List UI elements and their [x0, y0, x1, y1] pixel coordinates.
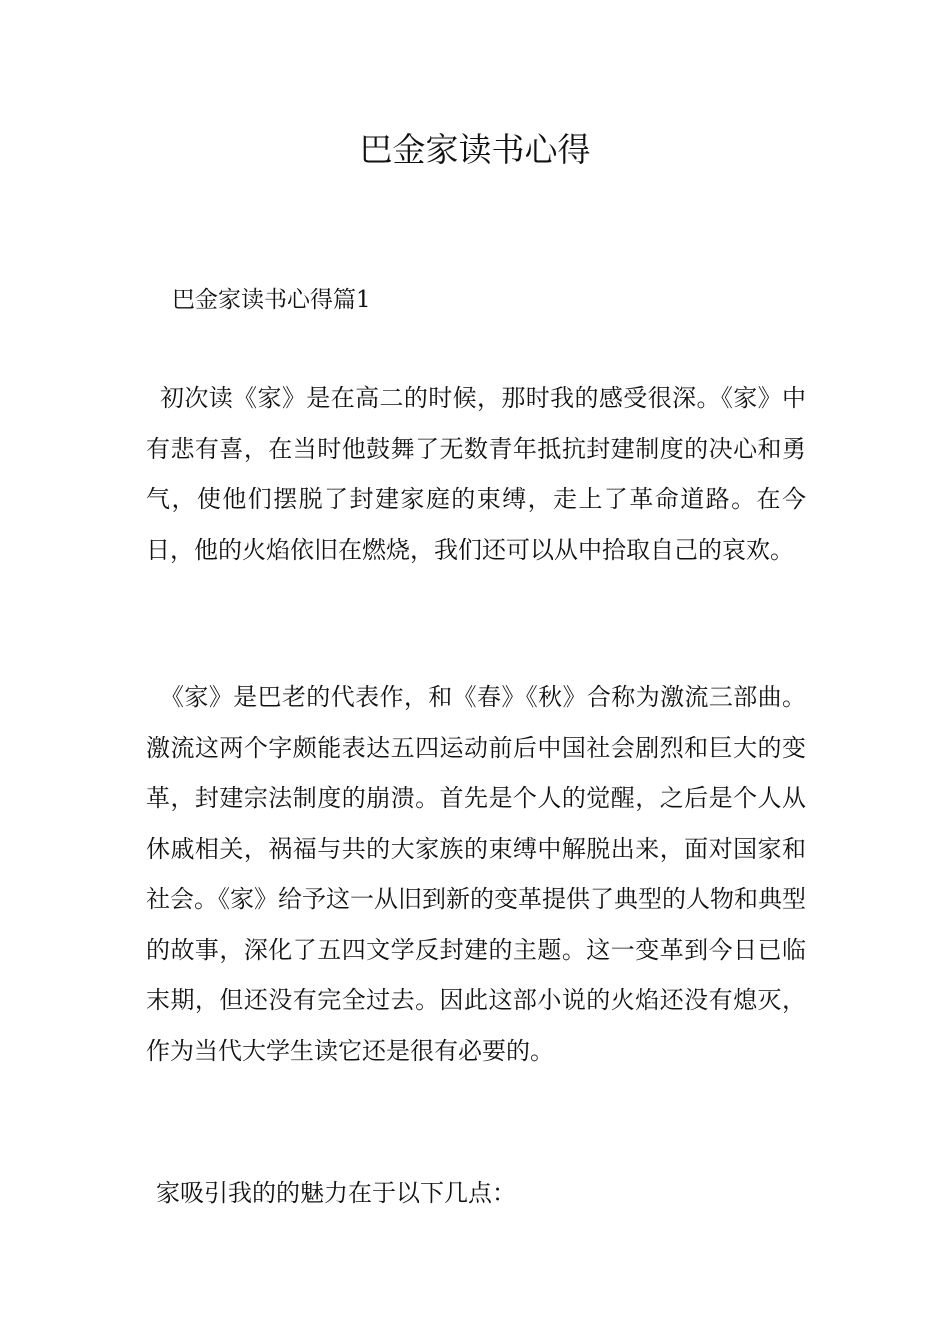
document-title: 巴金家读书心得 — [359, 130, 591, 169]
section-heading: 巴金家读书心得篇1 — [172, 287, 371, 313]
paragraph-1: 初次读《家》是在高二的时候，那时我的感受很深。《家》中有悲有喜，在当时他鼓舞了无数青年抵抗封建制度的决心和勇气，使他们摆脱了封建家庭的束缚，走上了革命道路。在今日，他的火焰依旧在燃烧，我们还可以从中拾取自己的哀欢。 — [146, 384, 806, 564]
paragraph-3: 家吸引我的的魅力在于以下几点： — [156, 1179, 516, 1207]
paragraph-2: 《家》是巴老的代表作，和《春》《秋》合称为激流三部曲。激流这两个字颇能表达五四运动前后中国社会剧烈和巨大的变革，封建宗法制度的崩溃。首先是个人的觉醒，之后是个人从休戚相关，祸福与共的大家族的束缚中解脱出来，面对国家和社会。《家》给予这一从旧到新的变革提供了典型的人物和典型的故事，深化了五四文学反封建的主题。这一变革到今日已临末期，但还没有完全过去。因此这部小说的火焰还没有熄灭，作为当代大学生读它还是很有必要的。 — [146, 683, 806, 1065]
